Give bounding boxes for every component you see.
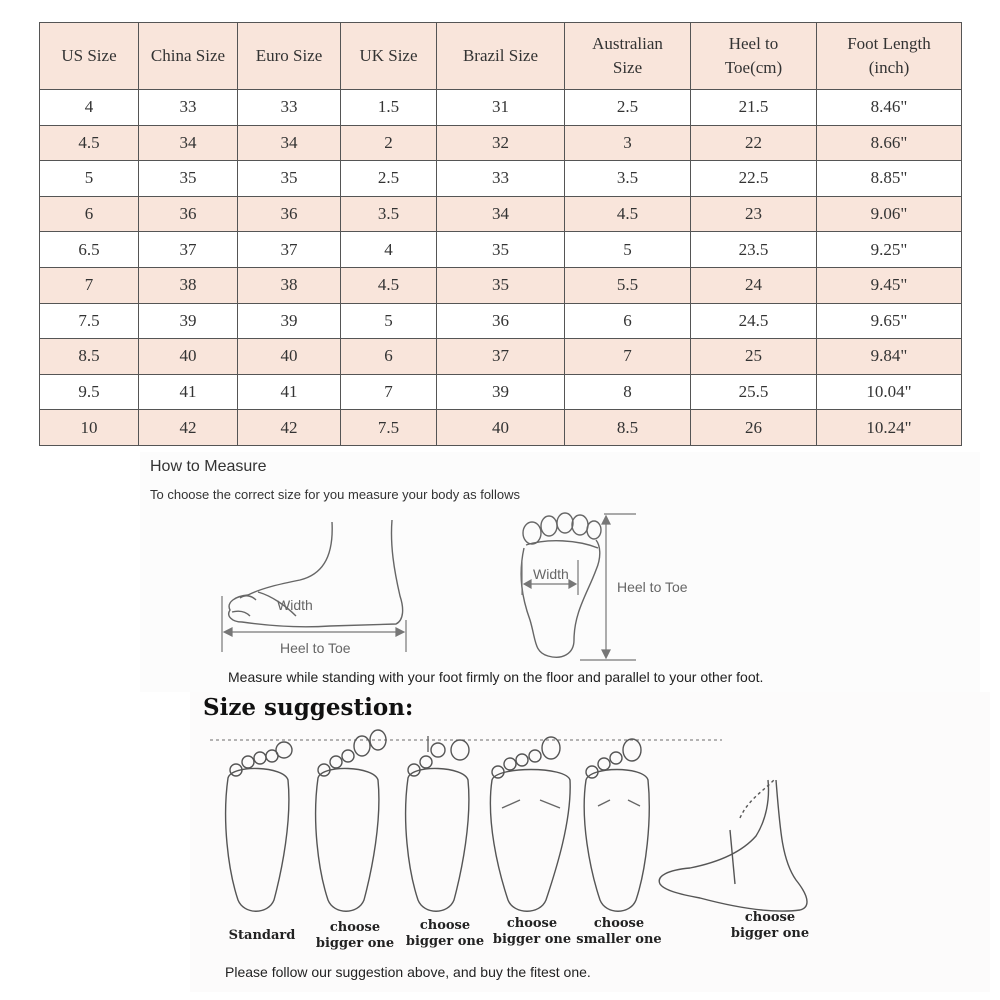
table-cell: 6: [40, 196, 139, 232]
table-cell: 10.24": [817, 410, 962, 446]
caption-high-instep: choose bigger one: [730, 910, 810, 941]
foot-long-second-toe-icon: [406, 736, 469, 911]
table-cell: 38: [139, 267, 238, 303]
foot-narrow-icon: [584, 739, 649, 911]
table-cell: 32: [437, 125, 565, 161]
table-cell: 25.5: [691, 374, 817, 410]
foot-wide-icon: [490, 737, 570, 911]
foot-high-instep-icon: [659, 780, 807, 911]
table-cell: 8.66": [817, 125, 962, 161]
table-cell: 3.5: [565, 161, 691, 197]
table-cell: 39: [139, 303, 238, 339]
table-cell: 36: [139, 196, 238, 232]
table-cell: 35: [139, 161, 238, 197]
size-suggestion-title: Size suggestion:: [203, 694, 414, 721]
table-cell: 31: [437, 90, 565, 126]
table-cell: 4.5: [565, 196, 691, 232]
table-cell: 37: [437, 339, 565, 375]
table-cell: 41: [139, 374, 238, 410]
table-cell: 7: [565, 339, 691, 375]
table-cell: 9.45": [817, 267, 962, 303]
table-cell: 36: [437, 303, 565, 339]
table-cell: 42: [238, 410, 341, 446]
table-cell: 5: [565, 232, 691, 268]
table-cell: 4.5: [40, 125, 139, 161]
table-cell: 23.5: [691, 232, 817, 268]
table-cell: 1.5: [341, 90, 437, 126]
table-cell: 5.5: [565, 267, 691, 303]
header-foot-length: Foot Length (inch): [817, 23, 962, 90]
table-cell: 37: [238, 232, 341, 268]
side-heel-to-toe-label: Heel to Toe: [280, 640, 351, 656]
table-cell: 23: [691, 196, 817, 232]
caption-wide-foot: choose bigger one: [492, 916, 572, 947]
table-cell: 5: [341, 303, 437, 339]
table-cell: 6.5: [40, 232, 139, 268]
table-cell: 4: [341, 232, 437, 268]
suggestion-footer-note: Please follow our suggestion above, and buy the fitest one.: [225, 964, 591, 980]
table-cell: 35: [437, 232, 565, 268]
table-cell: 22: [691, 125, 817, 161]
table-cell: 8.5: [40, 339, 139, 375]
table-cell: 33: [437, 161, 565, 197]
table-cell: 2.5: [341, 161, 437, 197]
table-cell: 21.5: [691, 90, 817, 126]
table-cell: 9.5: [40, 374, 139, 410]
table-cell: 5: [40, 161, 139, 197]
header-china-size: China Size: [139, 23, 238, 90]
table-cell: 34: [437, 196, 565, 232]
table-cell: 8.5: [565, 410, 691, 446]
how-to-measure-subtitle: To choose the correct size for you measure your body as follows: [150, 487, 520, 502]
table-cell: 35: [238, 161, 341, 197]
table-cell: 3.5: [341, 196, 437, 232]
table-cell: 41: [238, 374, 341, 410]
table-cell: 42: [139, 410, 238, 446]
table-cell: 8: [565, 374, 691, 410]
foot-long-big-toe-icon: [316, 730, 386, 911]
table-cell: 9.65": [817, 303, 962, 339]
side-width-label: Width: [277, 597, 313, 613]
table-cell: 7: [341, 374, 437, 410]
table-cell: 7: [40, 267, 139, 303]
table-cell: 9.06": [817, 196, 962, 232]
header-euro-size: Euro Size: [238, 23, 341, 90]
table-cell: 7.5: [40, 303, 139, 339]
sole-heel-to-toe-label: Heel to Toe: [617, 579, 688, 595]
caption-narrow-foot: choose smaller one: [576, 916, 662, 947]
table-cell: 7.5: [341, 410, 437, 446]
table-cell: 37: [139, 232, 238, 268]
table-cell: 40: [139, 339, 238, 375]
table-cell: 33: [238, 90, 341, 126]
table-cell: 36: [238, 196, 341, 232]
table-cell: 38: [238, 267, 341, 303]
table-cell: 34: [139, 125, 238, 161]
sole-width-label: Width: [533, 566, 569, 582]
caption-long-big-toe: choose bigger one: [315, 920, 395, 951]
header-us-size: US Size: [40, 23, 139, 90]
header-australian-size: Australian Size: [565, 23, 691, 90]
header-brazil-size: Brazil Size: [437, 23, 565, 90]
header-uk-size: UK Size: [341, 23, 437, 90]
table-cell: 24: [691, 267, 817, 303]
table-cell: 2.5: [565, 90, 691, 126]
table-cell: 35: [437, 267, 565, 303]
how-to-measure-title: How to Measure: [150, 458, 267, 475]
table-cell: 40: [437, 410, 565, 446]
table-cell: 8.46": [817, 90, 962, 126]
foot-standard-icon: [226, 742, 292, 911]
table-cell: 6: [565, 303, 691, 339]
measure-instruction: Measure while standing with your foot firmly on the floor and parallel to your other foot.: [228, 669, 764, 685]
caption-long-second-toe: choose bigger one: [405, 918, 485, 949]
table-cell: 4.5: [341, 267, 437, 303]
table-cell: 25: [691, 339, 817, 375]
table-cell: 9.25": [817, 232, 962, 268]
table-cell: 24.5: [691, 303, 817, 339]
table-cell: 10.04": [817, 374, 962, 410]
table-cell: 34: [238, 125, 341, 161]
table-cell: 6: [341, 339, 437, 375]
table-cell: 10: [40, 410, 139, 446]
table-cell: 8.85": [817, 161, 962, 197]
table-cell: 39: [238, 303, 341, 339]
header-heel-to-toe: Heel to Toe(cm): [691, 23, 817, 90]
table-cell: 22.5: [691, 161, 817, 197]
table-cell: 2: [341, 125, 437, 161]
caption-standard: Standard: [228, 928, 296, 943]
table-cell: 33: [139, 90, 238, 126]
table-cell: 26: [691, 410, 817, 446]
table-cell: 9.84": [817, 339, 962, 375]
table-cell: 3: [565, 125, 691, 161]
table-cell: 39: [437, 374, 565, 410]
table-cell: 40: [238, 339, 341, 375]
table-cell: 4: [40, 90, 139, 126]
